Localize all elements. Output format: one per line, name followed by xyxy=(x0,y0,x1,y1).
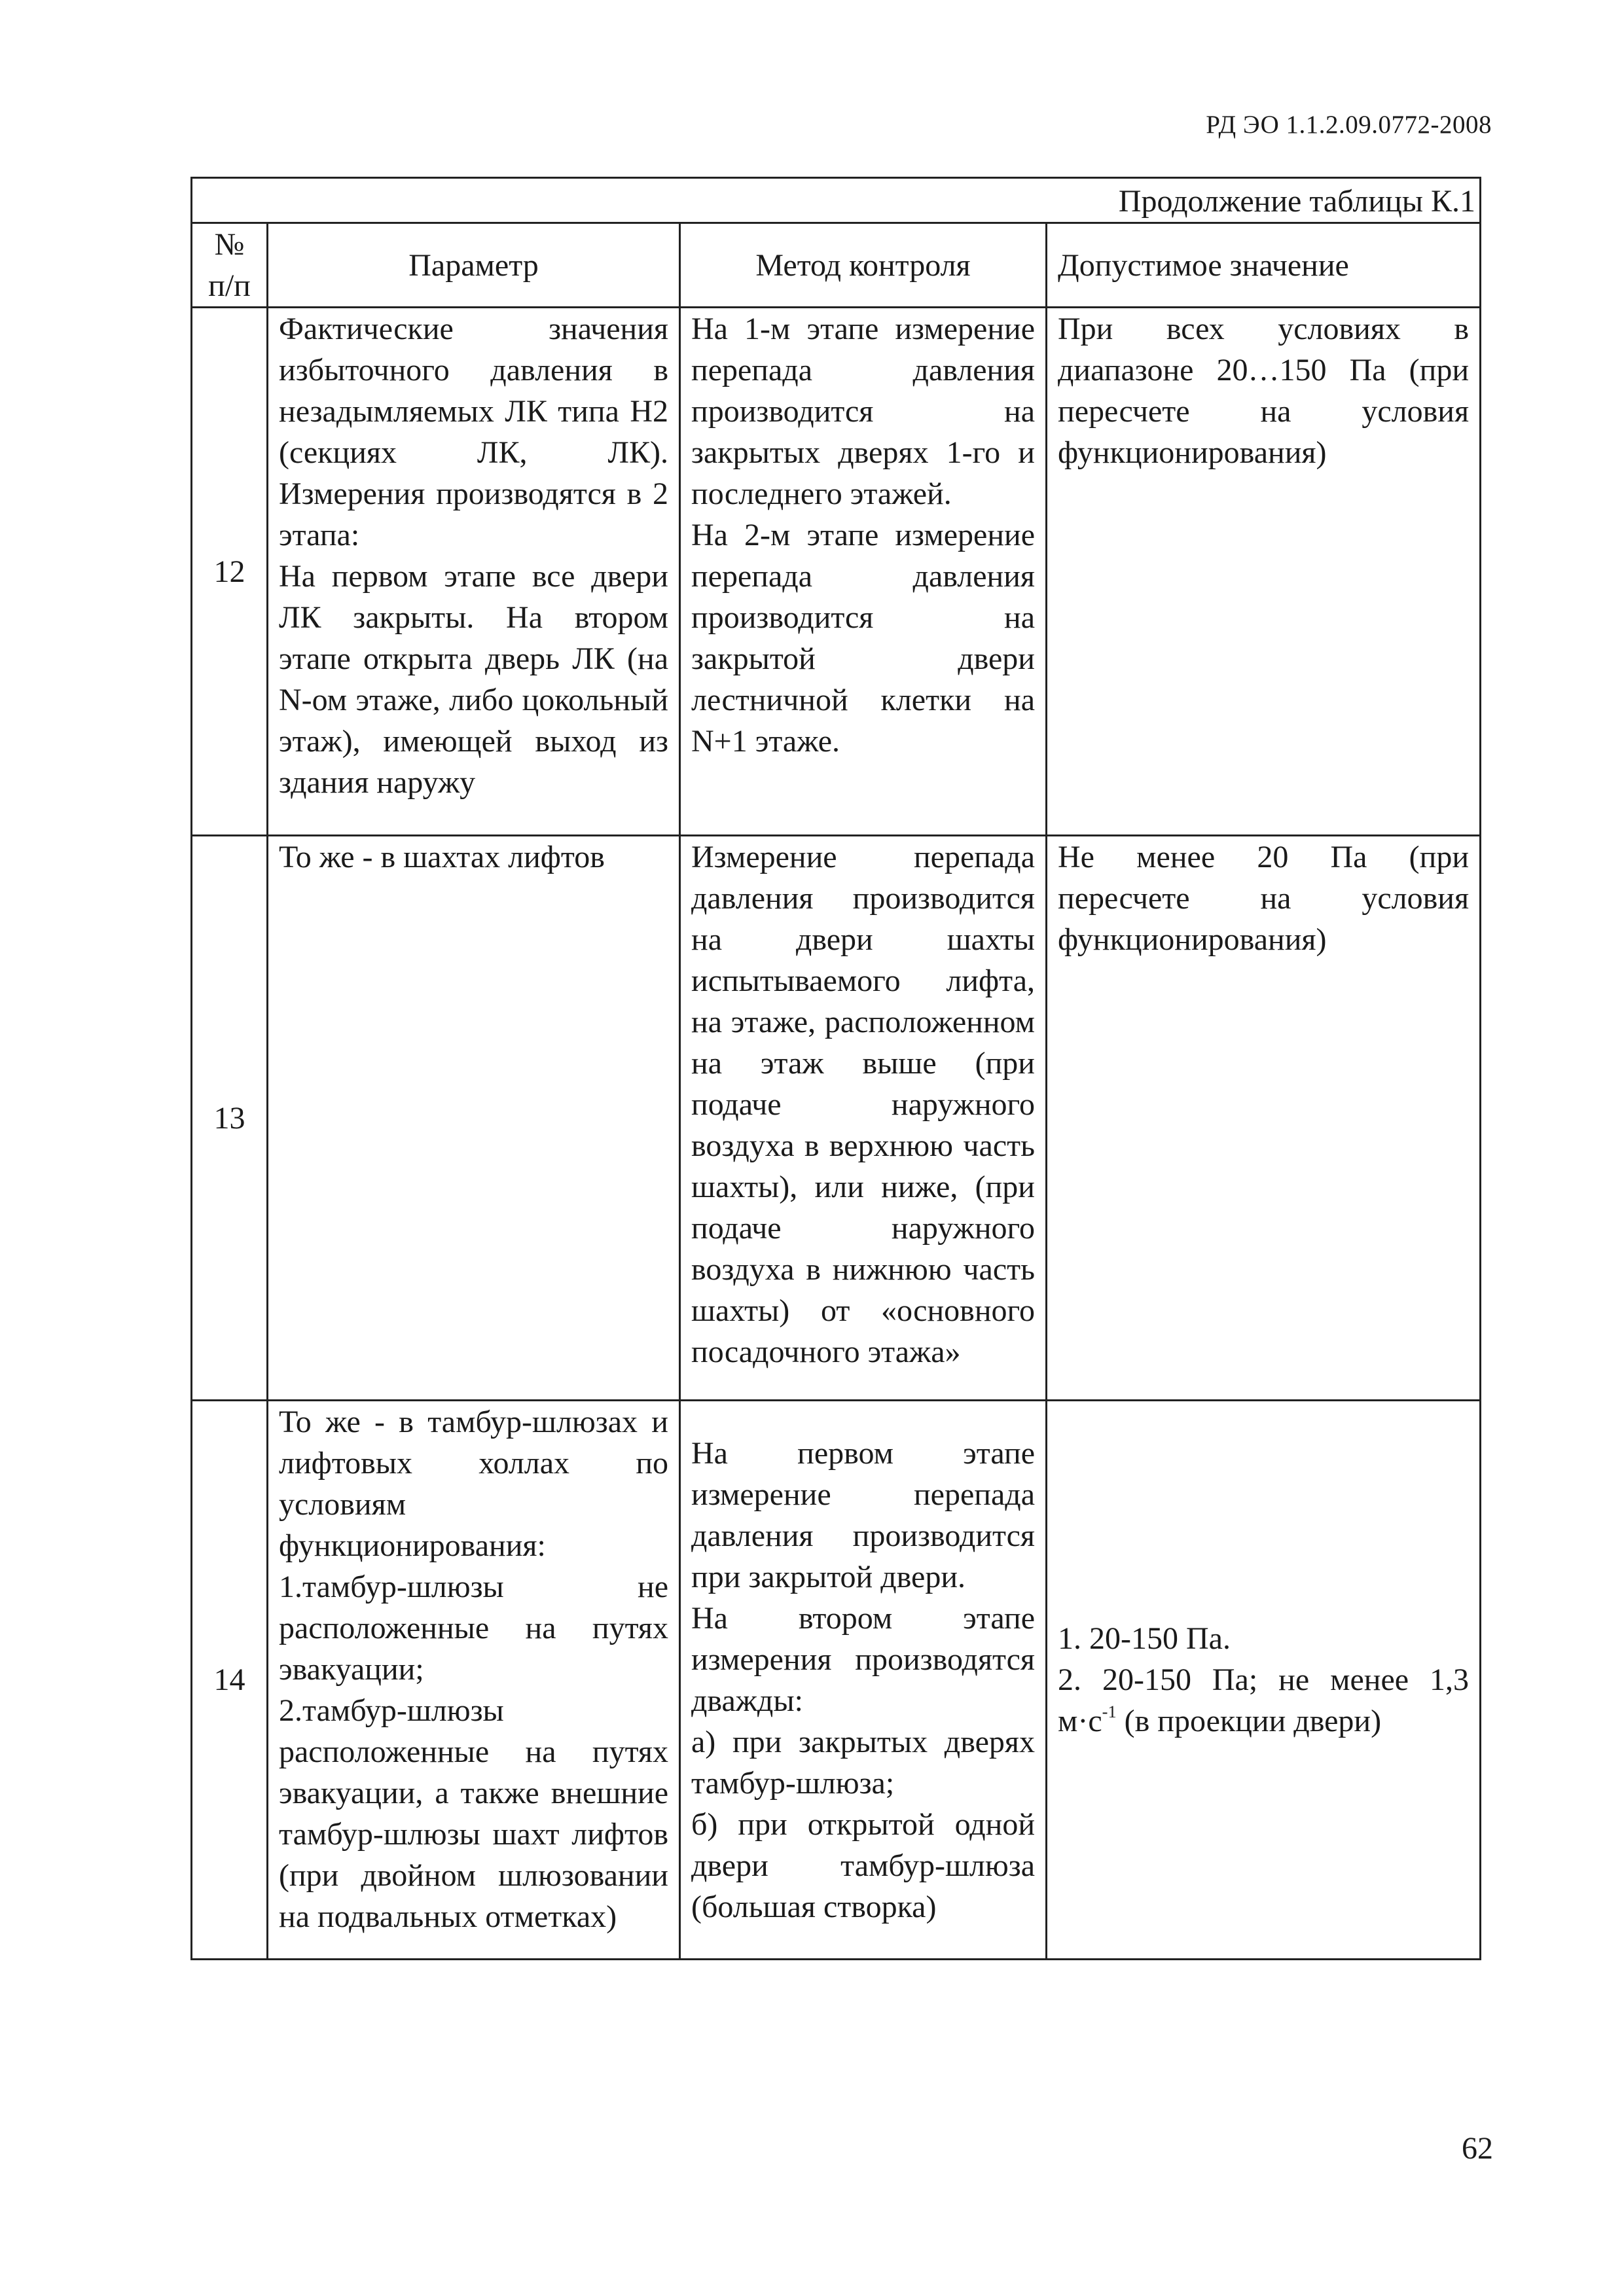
param-text: 2.тамбур-шлюзы расположенные на путях эвакуации, а также внешние тамбур-шлюзы шахт лифтов (при двойном шлюзовании на подвальных отметках) xyxy=(279,1693,668,1934)
param-text: То же - в тамбур-шлюзах и лифтовых холлах по условиям функционирования: xyxy=(279,1405,668,1563)
table-k1 xyxy=(190,177,1481,1960)
header-num: № п/п xyxy=(192,223,268,308)
value-text: При всех условиях в диапазоне 20…150 Па (при пересчете на условия функционирования) xyxy=(1058,312,1470,470)
value-line-1: 1. 20-150 Па. xyxy=(1058,1621,1231,1656)
param-text: То же - в шахтах лифтов xyxy=(279,840,605,874)
table-row xyxy=(192,308,1481,836)
param-text: На первом этапе все двери ЛК закрыты. На втором этапе открыта дверь ЛК (на N-ом этаже, либо цокольный этаж), имеющей выход из здания наружу xyxy=(279,559,668,800)
param-cell xyxy=(268,836,680,1401)
row-number: 14 xyxy=(192,1401,268,1960)
value-line-2 xyxy=(1058,1659,1469,1742)
table-row xyxy=(192,1401,1481,1960)
method-text: На 2-м этапе измерение перепада давления производится на закрытой двери лестничной клетки на N+1 этаже. xyxy=(691,518,1035,759)
method-text: а) при закрытых дверях тамбур-шлюза; xyxy=(691,1724,1035,1801)
method-cell xyxy=(680,308,1047,836)
value-text: Не менее 20 Па (при пересчете на условия функционирования) xyxy=(1058,840,1470,957)
value-cell xyxy=(1047,308,1481,836)
value-exponent: -1 xyxy=(1102,1701,1117,1721)
table-caption: Продолжение таблицы К.1 xyxy=(192,178,1481,223)
param-cell xyxy=(268,1401,680,1960)
header-method: Метод контроля xyxy=(680,223,1047,308)
caption-row xyxy=(192,178,1481,223)
document-code: РД ЭО 1.1.2.09.0772-2008 xyxy=(1206,111,1492,139)
row-number: 13 xyxy=(192,836,268,1401)
method-text: На первом этапе измерение перепада давления производится при закрытой двери. xyxy=(691,1435,1035,1594)
method-text: Измерение перепада давления производится на двери шахты испытываемого лифта, на этаже, расположенном на этаж выше (при подаче наружного воздуха в верхнюю часть шахты), или ниже, (при подаче наружного воздуха в нижнюю часть шахты) от «основного посадочного этажа» xyxy=(691,840,1035,1369)
header-value: Допустимое значение xyxy=(1047,223,1481,308)
value-cell xyxy=(1047,1401,1481,1960)
method-text: На втором этапе измерения производятся дважды: xyxy=(691,1600,1035,1718)
page-number: 62 xyxy=(1462,2131,1493,2166)
param-text: 1.тамбур-шлюзы не расположенные на путях эвакуации; xyxy=(279,1570,668,1687)
method-text: б) при открытой одной двери тамбур-шлюза (большая створка) xyxy=(691,1806,1035,1924)
value-cell xyxy=(1047,836,1481,1401)
row-number: 12 xyxy=(192,308,268,836)
header-param: Параметр xyxy=(268,223,680,308)
method-text: На 1-м этапе измерение перепада давления производится на закрытых дверях 1-го и последнего этажей. xyxy=(691,312,1035,511)
method-cell xyxy=(680,1401,1047,1960)
method-cell xyxy=(680,836,1047,1401)
value-line-2-suffix: (в проекции двери) xyxy=(1116,1704,1382,1738)
value-line-2-text: 2. 20-150 Па; не менее 1,3 м·с xyxy=(1058,1662,1470,1738)
header-row xyxy=(192,223,1481,308)
table-row xyxy=(192,836,1481,1401)
param-text: Фактические значения избыточного давления в незадымляемых ЛК типа Н2 (секциях ЛК, ЛК). Измерения производятся в 2 этапа: xyxy=(279,312,668,552)
param-cell xyxy=(268,308,680,836)
